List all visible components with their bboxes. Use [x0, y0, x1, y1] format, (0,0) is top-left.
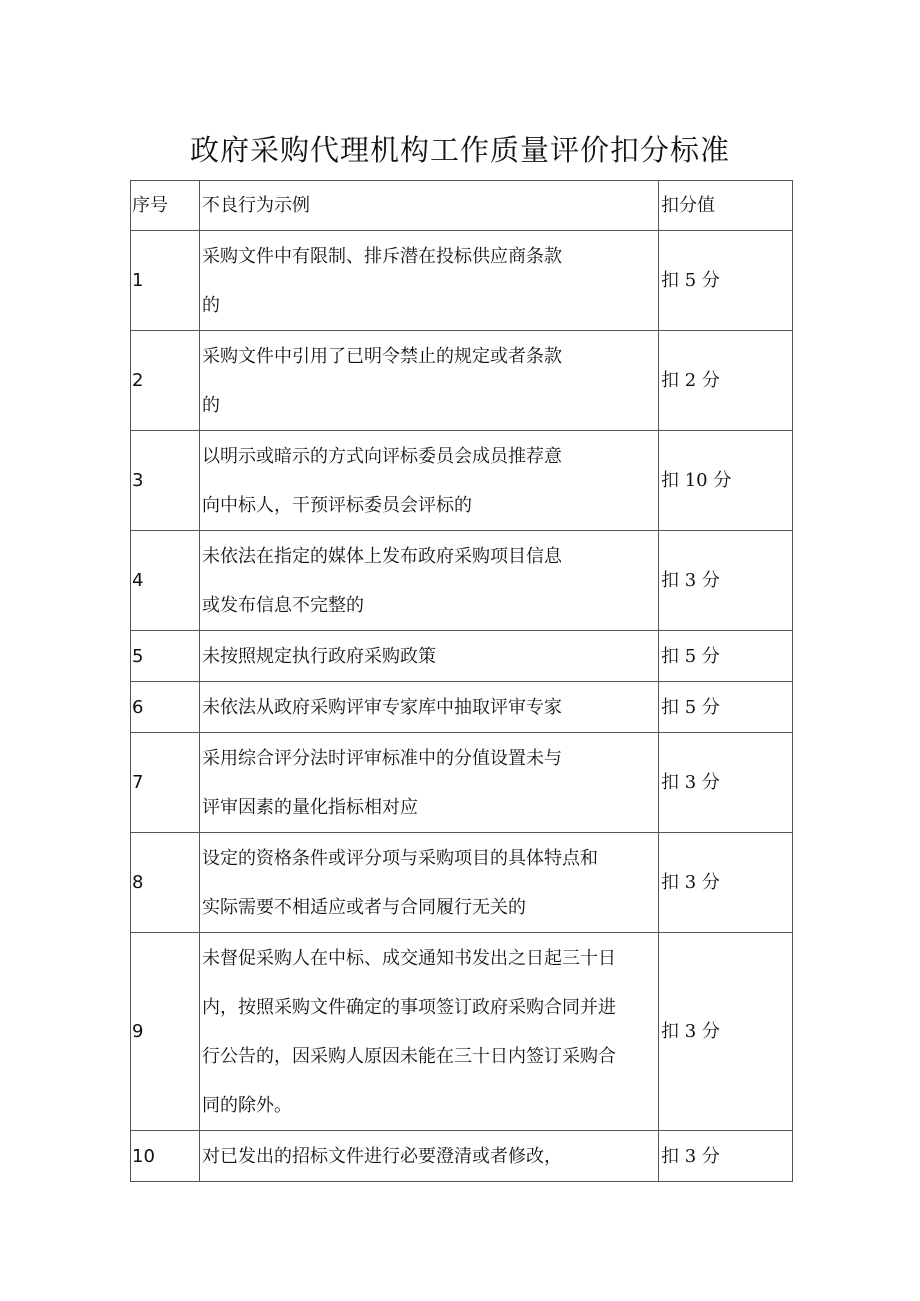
row-description [200, 933, 659, 1131]
description-text: 未督促采购人在中标、成交通知书发出之日起三十日 内，按照采购文件确定的事项签订政府采购合同并进 行公告的，因采购人原因未能在三十日内签订采购合 同的除外。 [202, 948, 616, 1116]
description-text: 未依法在指定的媒体上发布政府采购项目信息 或发布信息不完整的 [202, 546, 562, 616]
row-description [200, 733, 659, 833]
row-no: 6 [131, 682, 200, 733]
description-text: 对已发出的招标文件进行必要澄清或者修改， [202, 1146, 562, 1167]
row-no: 4 [131, 531, 200, 631]
description-text: 未依法从政府采购评审专家库中抽取评审专家 [202, 697, 562, 718]
table-row [131, 833, 793, 933]
description-text: 采购文件中有限制、排斥潜在投标供应商条款 的 [202, 246, 562, 316]
table-row [131, 733, 793, 833]
row-description [200, 833, 659, 933]
row-deduction: 扣 10 分 [659, 431, 793, 531]
description-text: 设定的资格条件或评分项与采购项目的具体特点和 实际需要不相适应或者与合同履行无关的 [202, 848, 598, 918]
row-description [200, 1131, 659, 1182]
header-description: 不良行为示例 [200, 181, 659, 231]
row-description [200, 231, 659, 331]
header-deduction: 扣分值 [659, 181, 793, 231]
row-deduction: 扣 3 分 [659, 933, 793, 1131]
row-no: 3 [131, 431, 200, 531]
table-row [131, 631, 793, 682]
row-deduction: 扣 3 分 [659, 1131, 793, 1182]
row-description [200, 631, 659, 682]
table-header-row [131, 181, 793, 231]
table-row [131, 1131, 793, 1182]
row-no: 7 [131, 733, 200, 833]
row-deduction: 扣 3 分 [659, 733, 793, 833]
row-no: 2 [131, 331, 200, 431]
description-text: 采购文件中引用了已明令禁止的规定或者条款 的 [202, 346, 562, 416]
table-row [131, 431, 793, 531]
row-deduction: 扣 2 分 [659, 331, 793, 431]
row-description [200, 431, 659, 531]
description-text: 以明示或暗示的方式向评标委员会成员推荐意 向中标人，干预评标委员会评标的 [202, 446, 562, 516]
table-row [131, 231, 793, 331]
table-row [131, 682, 793, 733]
document-title: 政府采购代理机构工作质量评价扣分标准 [189, 133, 730, 167]
row-description [200, 331, 659, 431]
row-no: 8 [131, 833, 200, 933]
row-deduction: 扣 3 分 [659, 833, 793, 933]
header-no: 序号 [131, 181, 200, 231]
row-description [200, 682, 659, 733]
table-row [131, 331, 793, 431]
description-text: 采用综合评分法时评审标准中的分值设置未与 评审因素的量化指标相对应 [202, 748, 562, 818]
row-no: 9 [131, 933, 200, 1131]
row-deduction: 扣 5 分 [659, 631, 793, 682]
row-no: 1 [131, 231, 200, 331]
row-deduction: 扣 5 分 [659, 231, 793, 331]
description-text: 未按照规定执行政府采购政策 [202, 646, 436, 667]
row-no: 5 [131, 631, 200, 682]
row-description [200, 531, 659, 631]
row-no: 10 [131, 1131, 200, 1182]
row-deduction: 扣 5 分 [659, 682, 793, 733]
table-row [131, 531, 793, 631]
deduction-table [130, 180, 793, 1182]
row-deduction: 扣 3 分 [659, 531, 793, 631]
table-row [131, 933, 793, 1131]
